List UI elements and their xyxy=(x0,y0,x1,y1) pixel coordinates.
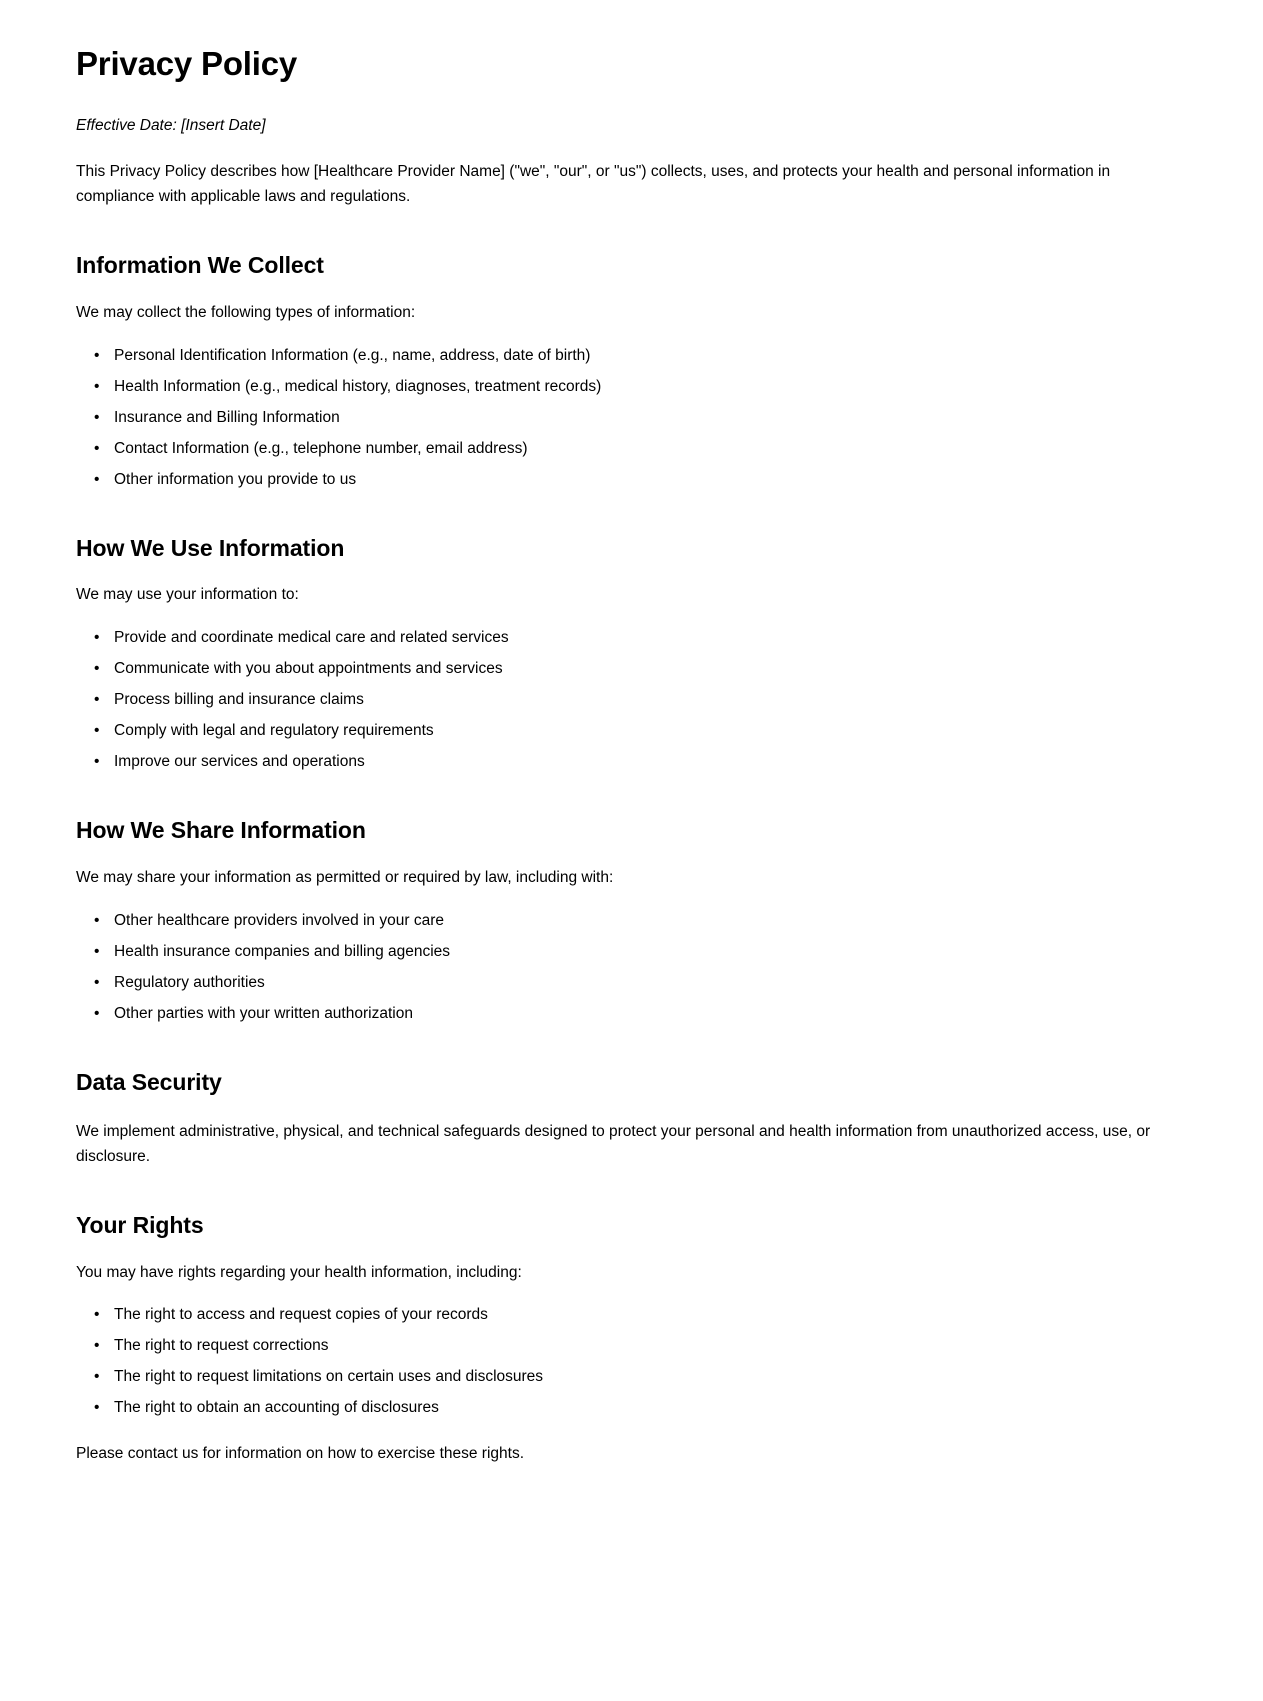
bullet-list xyxy=(76,909,1187,1026)
section-how-we-use-information xyxy=(76,534,1187,775)
section-lead-in: We may share your information as permitted or required by law, including with: xyxy=(76,869,614,887)
list-item: • Process billing and insurance claims xyxy=(114,688,1187,712)
list-item: • Other healthcare providers involved in your care xyxy=(114,909,1187,933)
intro-paragraph: This Privacy Policy describes how [Healthcare Provider Name] ("we", "our", or "us") collects, uses, and protects your health and personal information in compliance with applicable laws and regulations. xyxy=(76,162,1111,205)
section-your-rights xyxy=(76,1211,1187,1466)
list-item: • Improve our services and operations xyxy=(114,750,1187,774)
section-heading: Data Security xyxy=(76,1068,222,1095)
list-item: • Regulatory authorities xyxy=(114,971,1187,995)
section-how-we-share-information xyxy=(76,816,1187,1026)
section-heading: Information We Collect xyxy=(76,252,324,279)
list-item: • The right to access and request copies of your records xyxy=(114,1303,1187,1327)
section-body: We implement administrative, physical, and technical safeguards designed to protect your personal and health information from unauthorized access, use, or disclosure. xyxy=(76,1122,1151,1165)
closing-paragraph: Please contact us for information on how to exercise these rights. xyxy=(76,1444,525,1462)
effective-date: Effective Date: [Insert Date] xyxy=(76,116,266,134)
list-item: • The right to request limitations on certain uses and disclosures xyxy=(114,1365,1187,1389)
list-item: • Other information you provide to us xyxy=(114,468,1187,492)
section-data-security xyxy=(76,1068,1187,1169)
list-item: • Insurance and Billing Information xyxy=(114,406,1187,430)
section-heading: How We Share Information xyxy=(76,817,366,844)
section-lead-in: We may use your information to: xyxy=(76,586,299,604)
section-information-we-collect xyxy=(76,251,1187,492)
section-lead-in: We may collect the following types of information: xyxy=(76,303,416,321)
section-heading: Your Rights xyxy=(76,1211,204,1238)
list-item: • Comply with legal and regulatory requirements xyxy=(114,719,1187,743)
page-title: Privacy Policy xyxy=(76,45,298,82)
list-item: • Other parties with your written authorization xyxy=(114,1002,1187,1026)
bullet-list xyxy=(76,626,1187,774)
list-item: • Health insurance companies and billing agencies xyxy=(114,940,1187,964)
list-item: • Communicate with you about appointments and services xyxy=(114,657,1187,681)
bullet-list xyxy=(76,344,1187,492)
list-item: • Personal Identification Information (e.g., name, address, date of birth) xyxy=(114,344,1187,368)
bullet-list xyxy=(76,1303,1187,1420)
list-item: • Health Information (e.g., medical history, diagnoses, treatment records) xyxy=(114,375,1187,399)
list-item: • The right to request corrections xyxy=(114,1334,1187,1358)
list-item: • Provide and coordinate medical care and related services xyxy=(114,626,1187,650)
section-lead-in: You may have rights regarding your health information, including: xyxy=(76,1263,522,1281)
list-item: • The right to obtain an accounting of disclosures xyxy=(114,1396,1187,1420)
list-item: • Contact Information (e.g., telephone number, email address) xyxy=(114,437,1187,461)
section-heading: How We Use Information xyxy=(76,534,345,561)
